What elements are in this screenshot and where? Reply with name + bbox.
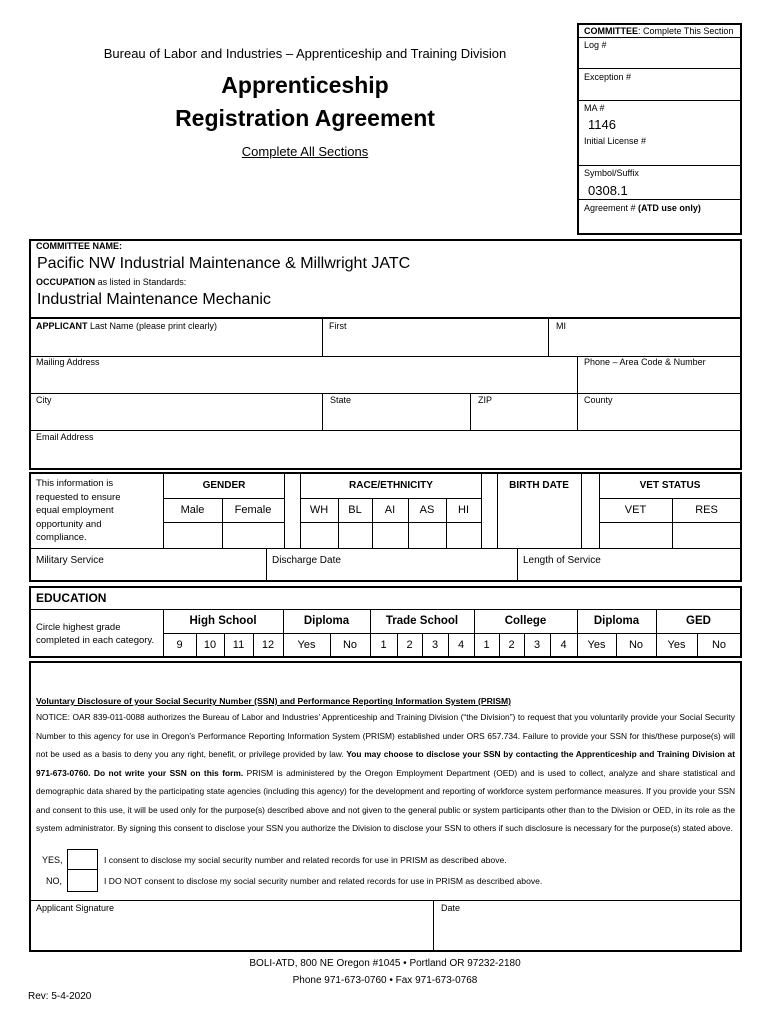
hs-grade-option[interactable]: 12 [261,639,275,651]
initial-license-label: Initial License # [584,136,647,146]
last-name-label: APPLICANT Last Name (please print clearly) [36,321,218,331]
eeo-info-text: This information is requested to ensure equal employment opportunity and compliance. [36,478,121,543]
edu-diploma2-heading: Diploma [593,615,640,627]
gender-male-option[interactable]: Male [180,504,205,516]
date-field[interactable] [435,912,740,950]
diploma2-yes-option[interactable]: Yes [587,639,606,651]
edu-diploma-heading: Diploma [303,615,350,627]
mailing-address-label: Mailing Address [36,357,100,367]
race-ai-option[interactable]: AI [384,504,396,516]
college-year-option[interactable]: 3 [533,639,541,651]
email-label: Email Address [36,432,94,442]
bureau-heading: Bureau of Labor and Industries – Apprenticeship and Training Division [103,46,507,61]
agreement-label: Agreement # (ATD use only) [584,203,701,213]
signature-label: Applicant Signature [36,903,115,913]
ssn-notice-text: NOTICE: OAR 839-011-0088 authorizes the Bureau of Labor and Industries’ Apprenticeship and Training Division (“the Division”) to request that you voluntarily provide your Social Security Number to this agency for use in Oregon’s Performance Reporting Information System (PRISM) established under ORS 657.734. Failure to provide your SSN for this/these purpose(s) will not be used as a basis to deny you any right, benefit, or privilege provided by law. You may choose to disclose your SSN by contacting the Apprenticeship and Training Division at 971-673-0760. Do not write your SSN on this form. PRISM is administered by the Oregon Employment Department (OED) and is used to collect, analyze and share statistical and demographic data shared by the participating state agencies (including this agency) for the development and reporting of workforce system performance measures. If you provide your SSN and consent to this use, it will be used only for the purpose(s) described above and not given to the general public or system participants other than to the Division or OED, in its role as the system administrator. By signing this consent to disclose your SSN you authorize the Division to disclose your SSN to others if such disclosure is necessary for the purpose(s) stated above. [36,712,736,833]
trade-year-option[interactable]: 4 [457,639,465,651]
race-bl-option[interactable]: BL [348,504,362,516]
ssn-heading: Voluntary Disclosure of your Social Security Number (SSN) and Performance Reporting Information System (PRISM) [36,696,511,706]
education-heading: EDUCATION [36,591,107,605]
race-as-option[interactable]: AS [419,504,435,516]
complete-all-sections: Complete All Sections [241,144,369,159]
no-consent-text: I DO NOT consent to disclose my social security number and related records for use in PRISM as described above. [104,876,543,886]
trade-year-option[interactable]: 2 [406,639,413,651]
first-name-label: First [329,321,347,331]
symbol-suffix-label: Symbol/Suffix [584,168,639,178]
education-instructions: Circle highest grade completed in each category. [36,622,155,646]
ged-no-option[interactable]: No [711,639,727,651]
race-heading: RACE/ETHNICITY [349,480,433,491]
committee-section-heading: COMMITTEE: Complete This Section [584,26,734,36]
footer-phone: Phone 971-673-0760 • Fax 971-673-0768 [292,975,478,986]
edu-trade-school-heading: Trade School [385,615,459,627]
gender-female-option[interactable]: Female [234,504,272,516]
edu-high-school-heading: High School [189,615,257,627]
revision-date: Rev: 5-4-2020 [28,991,92,1002]
yes-consent-text: I consent to disclose my social security number and related records for use in PRISM as described above. [104,855,507,865]
zip-label: ZIP [478,395,493,405]
footer-address: BOLI-ATD, 800 NE Oregon #1045 • Portland OR 97232-2180 [249,958,521,969]
applicant-section [29,239,742,470]
symbol-suffix-value[interactable]: 0308.1 [588,183,628,198]
date-label: Date [441,903,461,913]
race-wh-option[interactable]: WH [309,504,329,516]
college-year-option[interactable]: 1 [483,639,490,651]
occupation-value[interactable]: Industrial Maintenance Mechanic [37,291,271,308]
edu-college-heading: College [504,615,547,627]
vet-option[interactable]: VET [624,504,647,516]
vet-status-heading: VET STATUS [639,480,701,491]
title-line-2: Registration Agreement [175,105,435,131]
discharge-date-label: Discharge Date [272,555,341,566]
phone-label: Phone – Area Code & Number [584,357,706,367]
occupation-label: OCCUPATION as listed in Standards: [36,277,187,287]
res-option[interactable]: RES [695,504,718,516]
college-year-option[interactable]: 4 [560,639,567,651]
exception-label: Exception # [584,72,632,82]
race-hi-option[interactable]: HI [458,504,469,516]
military-service-label: Military Service [36,555,104,566]
trade-year-option[interactable]: 1 [380,639,387,651]
trade-year-option[interactable]: 3 [431,639,439,651]
ssn-consent-no-checkbox[interactable] [67,869,98,892]
diploma-no-option[interactable]: No [342,639,358,651]
hs-grade-option[interactable]: 11 [232,639,245,651]
hs-grade-option[interactable]: 9 [176,639,183,651]
committee-name-value[interactable]: Pacific NW Industrial Maintenance & Millwright JATC [37,255,411,272]
ma-value[interactable]: 1146 [588,117,616,132]
county-label: County [584,395,613,405]
log-label: Log # [584,40,607,50]
mi-label: MI [556,321,566,331]
diploma-yes-option[interactable]: Yes [297,639,316,651]
state-label: State [330,395,352,405]
ssn-consent-yes-checkbox[interactable] [67,849,98,870]
birth-date-heading: BIRTH DATE [509,480,569,491]
gender-heading: GENDER [202,480,246,491]
hs-grade-option[interactable]: 10 [203,639,217,651]
city-label: City [36,395,52,405]
title-line-1: Apprenticeship [221,72,389,98]
length-of-service-label: Length of Service [523,555,601,566]
committee-name-label: COMMITTEE NAME: [36,241,122,251]
diploma2-no-option[interactable]: No [628,639,644,651]
edu-ged-heading: GED [686,615,711,627]
ma-label: MA # [584,103,605,113]
yes-label: YES, [42,855,63,865]
college-year-option[interactable]: 2 [508,639,515,651]
no-label: NO, [46,876,63,886]
signature-field[interactable] [31,912,431,950]
ged-yes-option[interactable]: Yes [667,639,686,651]
birth-date-field[interactable] [498,499,581,547]
